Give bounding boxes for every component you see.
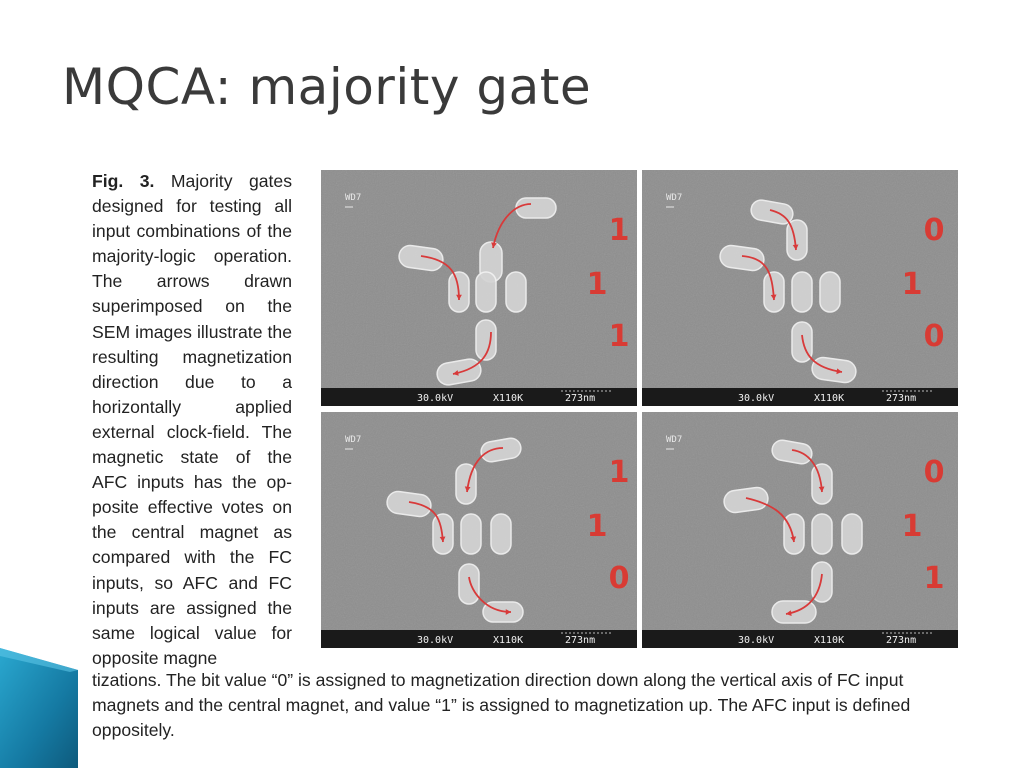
nanomagnet <box>820 272 840 312</box>
bit-value-label: 0 <box>923 455 945 490</box>
magnification-readout: X110K <box>814 635 845 646</box>
voltage-readout: 30.0kV <box>417 393 454 404</box>
bit-value-label: 0 <box>608 561 630 596</box>
length-readout: 273nm <box>565 393 596 404</box>
nanomagnet <box>461 514 481 554</box>
corner-label: WD7 <box>666 193 683 203</box>
length-readout: 273nm <box>886 393 917 404</box>
voltage-readout: 30.0kV <box>417 635 454 646</box>
corner-label: WD7 <box>345 193 362 203</box>
sem-image <box>642 412 958 648</box>
figure-label: Fig. 3. <box>92 171 155 191</box>
nanomagnet <box>459 564 479 604</box>
bit-value-label: 1 <box>586 267 608 302</box>
nanomagnet <box>433 514 453 554</box>
voltage-readout: 30.0kV <box>738 393 775 404</box>
length-readout: 273nm <box>565 635 596 646</box>
sem-panel-3 <box>321 412 637 648</box>
figure-caption-bottom: tizations. The bit value “0” is assigned to magnetization direction down along the vertical axis of FC input magnets and the central magnet, and value “1” is assigned to magnetization up. The AFC input is defined oppositely. <box>92 670 911 741</box>
bit-value-label: 0 <box>923 319 945 354</box>
bit-value-label: 1 <box>901 509 923 544</box>
magnification-readout: X110K <box>493 635 524 646</box>
bit-value-label: 1 <box>608 213 630 248</box>
length-readout: 273nm <box>886 635 917 646</box>
sem-panel-4 <box>642 412 958 648</box>
sem-image <box>321 412 637 648</box>
bit-value-label: 1 <box>608 319 630 354</box>
nanomagnet <box>506 272 526 312</box>
nanomagnet <box>842 514 862 554</box>
slide-title: MQCA: majority gate <box>62 58 592 116</box>
bit-value-label: 1 <box>608 455 630 490</box>
figure-caption-side-text: Majority gates designed for testing all input combinations of the majority-logic operation. The arrows drawn superimposed on the SEM images illustrate the resulting magnetization direction due to a horizontally applied external clock-field. The magnetic state of the AFC inputs has the opposite effective votes on the central magnet as compared with the FC inputs, so AFC and FC inputs are assigned the same logical value for opposite magne <box>92 171 293 668</box>
corner-decoration <box>0 640 90 768</box>
corner-label: WD7 <box>666 435 683 445</box>
sem-panel-grid <box>321 170 958 648</box>
sem-image <box>321 170 637 406</box>
magnification-readout: X110K <box>493 393 524 404</box>
nanomagnet <box>812 514 832 554</box>
nanomagnet <box>792 272 812 312</box>
corner-label: WD7 <box>345 435 362 445</box>
bit-value-label: 1 <box>923 561 945 596</box>
voltage-readout: 30.0kV <box>738 635 775 646</box>
nanomagnet <box>516 198 556 218</box>
magnification-readout: X110K <box>814 393 845 404</box>
bit-value-label: 1 <box>586 509 608 544</box>
nanomagnet <box>812 464 832 504</box>
bit-value-label: 0 <box>923 213 945 248</box>
nanomagnet <box>476 272 496 312</box>
bit-value-label: 1 <box>901 267 923 302</box>
figure-caption-side <box>92 169 292 671</box>
sem-panel-2 <box>642 170 958 406</box>
nanomagnet <box>784 514 804 554</box>
sem-image <box>642 170 958 406</box>
nanomagnet <box>491 514 511 554</box>
sem-panel-1 <box>321 170 637 406</box>
